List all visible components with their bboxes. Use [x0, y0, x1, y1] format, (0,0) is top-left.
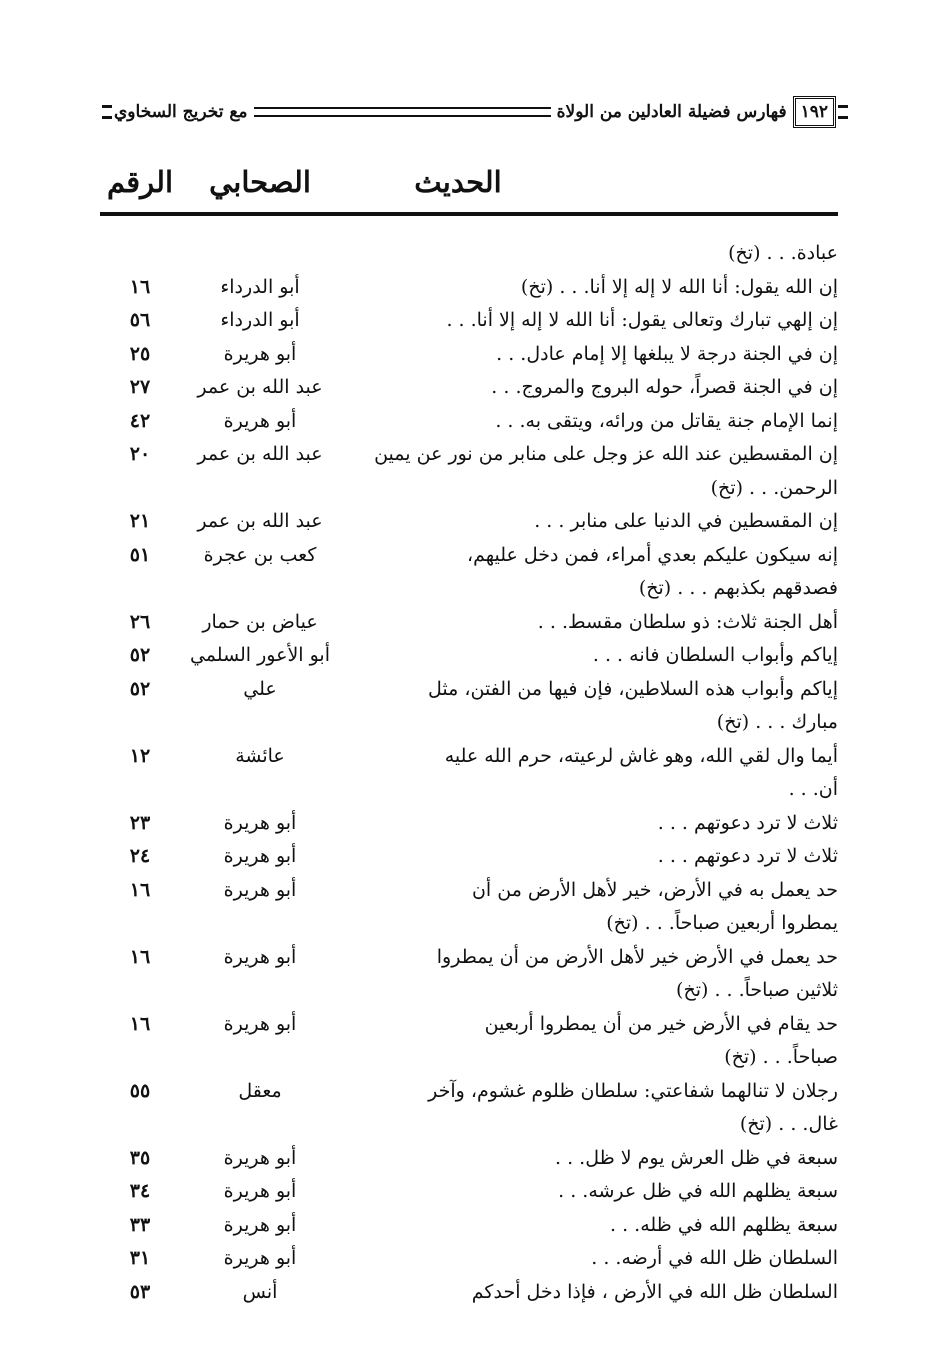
companion-name: أبو هريرة	[223, 878, 297, 901]
companion-name: عائشة	[235, 744, 285, 767]
hadith-number: ١٦	[129, 878, 151, 901]
hadith-text	[368, 1142, 838, 1176]
companion-name: أبو هريرة	[223, 1247, 297, 1269]
hadith-number: ٢١	[129, 510, 151, 532]
hadith-text	[368, 304, 838, 338]
column-header-number: الرقم	[106, 165, 174, 199]
header-ornament	[102, 105, 112, 119]
index-table	[100, 237, 838, 1309]
index-row	[100, 1276, 838, 1310]
running-header	[100, 92, 850, 132]
companion-name: أبو هريرة	[223, 811, 297, 834]
hadith-line: عبادة. . . (تخ)	[728, 242, 838, 264]
hadith-line: حد يقام في الأرض خير من أن يمطروا أربعين	[484, 1012, 838, 1035]
companion-name: أبو هريرة	[223, 409, 297, 432]
hadith-number: ٥٢	[129, 644, 151, 666]
hadith-text	[368, 740, 838, 807]
index-row	[100, 1075, 838, 1142]
companion-name: عياض بن حمار	[202, 610, 318, 633]
column-header-hadith: الحديث	[414, 165, 502, 199]
index-row	[100, 1242, 838, 1276]
index-row	[100, 673, 838, 740]
index-row	[100, 539, 838, 606]
companion-name: أبو هريرة	[223, 1146, 297, 1169]
hadith-line: أهل الجنة ثلاث: ذو سلطان مقسط. . .	[537, 610, 838, 633]
hadith-line: إن في الجنة درجة لا يبلغها إلا إمام عادل. . .	[496, 342, 838, 365]
hadith-number: ١٦	[129, 1012, 151, 1035]
hadith-text	[368, 840, 838, 874]
hadith-number: ٣٥	[129, 1146, 151, 1169]
hadith-line: إن الله يقول: أنا الله لا إله إلا أنا. . . (تخ)	[520, 275, 838, 298]
hadith-line: مبارك . . . (تخ)	[716, 711, 838, 733]
hadith-number: ١٢	[129, 744, 151, 767]
index-row	[100, 1142, 838, 1176]
hadith-line: إن إلهي تبارك وتعالى يقول: أنا الله لا إله إلا أنا. . .	[446, 309, 838, 331]
hadith-line: الرحمن. . . (تخ)	[710, 476, 838, 499]
hadith-number: ٣١	[129, 1247, 151, 1269]
companion-name: أبو هريرة	[223, 342, 297, 365]
hadith-text	[368, 237, 838, 271]
companion-name: أبو هريرة	[223, 1213, 297, 1236]
index-row	[100, 304, 838, 338]
hadith-line: إن المقسطين في الدنيا على منابر . . .	[534, 510, 838, 532]
hadith-line: سبعة يظلهم الله في ظل عرشه. . .	[558, 1180, 838, 1202]
hadith-line: أن. . .	[788, 778, 838, 800]
companion-name: كعب بن عجرة	[203, 543, 317, 566]
hadith-text	[368, 438, 838, 505]
index-row	[100, 405, 838, 439]
hadith-text	[368, 539, 838, 606]
companion-name: أبو الأعور السلمي	[189, 644, 330, 666]
hadith-line: إن المقسطين عند الله عز وجل على منابر من نور عن يمين	[374, 443, 838, 465]
hadith-line: حد يعمل به في الأرض، خير لأهل الأرض من أن	[471, 878, 838, 901]
index-row	[100, 740, 838, 807]
hadith-text	[368, 338, 838, 372]
hadith-text	[368, 1209, 838, 1243]
hadith-text	[368, 1242, 838, 1276]
hadith-line: يمطروا أربعين صباحاً. . . (تخ)	[606, 912, 838, 934]
index-row	[100, 874, 838, 941]
hadith-text	[368, 1276, 838, 1310]
companion-name: أبو هريرة	[223, 1180, 297, 1202]
hadith-line: ثلاثين صباحاً. . . (تخ)	[676, 979, 838, 1001]
hadith-number: ٢٣	[129, 811, 151, 834]
hadith-line: غال. . . (تخ)	[739, 1113, 838, 1135]
companion-name: عبد الله بن عمر	[197, 510, 323, 532]
column-headers	[100, 165, 838, 211]
header-subtitle: مع تخريج السخاوي	[114, 102, 248, 122]
hadith-number: ١٦	[129, 275, 151, 298]
index-row	[100, 271, 838, 305]
hadith-line: إياكم وأبواب هذه السلاطين، فإن فيها من الفتن، مثل	[428, 677, 838, 700]
hadith-line: إن في الجنة قصراً، حوله البروج والمروج. . .	[491, 376, 838, 398]
index-row	[100, 438, 838, 505]
hadith-text	[368, 1175, 838, 1209]
index-row	[100, 1209, 838, 1243]
hadith-number: ٥٦	[129, 309, 151, 331]
companion-name: أبو الدرداء	[220, 309, 300, 331]
index-row	[100, 606, 838, 640]
hadith-line: سبعة في ظل العرش يوم لا ظل. . .	[555, 1146, 838, 1169]
hadith-text	[368, 874, 838, 941]
companion-name: أبو هريرة	[223, 845, 297, 867]
index-row	[100, 639, 838, 673]
hadith-text	[368, 505, 838, 539]
hadith-line: سبعة يظلهم الله في ظله. . .	[610, 1213, 838, 1236]
hadith-number: ٤٢	[129, 409, 151, 432]
companion-name: أنس	[242, 1280, 278, 1303]
hadith-text	[368, 673, 838, 740]
companion-name: أبو الدرداء	[220, 275, 300, 298]
hadith-text	[368, 1008, 838, 1075]
hadith-line: السلطان ظل الله في الأرض ، فإذا دخل أحدكم	[471, 1280, 838, 1303]
header-ornament	[838, 105, 848, 119]
hadith-line: إنه سيكون عليكم بعدي أمراء، فمن دخل عليهم،	[466, 543, 838, 566]
index-row	[100, 505, 838, 539]
hadith-number: ٥٢	[129, 677, 151, 700]
index-row	[100, 1008, 838, 1075]
companion-name: علي	[243, 677, 277, 700]
hadith-text	[368, 271, 838, 305]
index-row	[100, 941, 838, 1008]
index-row	[100, 338, 838, 372]
page-number: ١٩٢	[793, 96, 836, 128]
index-row	[100, 840, 838, 874]
index-row	[100, 237, 838, 271]
hadith-line: حد يعمل في الأرض خير لأهل الأرض من أن يمطروا	[436, 945, 838, 968]
hadith-line: إياكم وأبواب السلطان فانه . . .	[592, 644, 838, 666]
hadith-number: ٢٥	[129, 342, 151, 365]
hadith-text	[368, 807, 838, 841]
hadith-line: فصدقهم بكذبهم . . . (تخ)	[638, 577, 838, 599]
companion-name: أبو هريرة	[223, 945, 297, 968]
column-header-companion: الصحابي	[209, 165, 311, 199]
companion-name: معقل	[238, 1079, 282, 1102]
hadith-number: ٥٣	[129, 1280, 151, 1303]
hadith-text	[368, 371, 838, 405]
header-divider	[100, 212, 838, 216]
companion-name: عبد الله بن عمر	[197, 443, 323, 465]
hadith-number: ٥٥	[129, 1079, 151, 1102]
hadith-number: ٥١	[129, 543, 151, 566]
hadith-number: ٢٦	[129, 610, 151, 633]
hadith-number: ٢٤	[129, 845, 151, 867]
hadith-line: السلطان ظل الله في أرضه. . .	[591, 1247, 838, 1269]
header-rule	[254, 107, 551, 117]
hadith-line: ثلاث لا ترد دعوتهم . . .	[657, 811, 838, 834]
hadith-text	[368, 639, 838, 673]
hadith-line: صباحاً. . . (تخ)	[724, 1046, 838, 1068]
hadith-text	[368, 1075, 838, 1142]
companion-name: عبد الله بن عمر	[197, 376, 323, 398]
index-row	[100, 1175, 838, 1209]
hadith-number: ٣٤	[129, 1180, 151, 1202]
header-title: فهارس فضيلة العادلين من الولاة	[556, 102, 787, 122]
hadith-line: رجلان لا تنالهما شفاعتي: سلطان ظلوم غشوم، وآخر	[428, 1079, 838, 1102]
hadith-line: أيما وال لقي الله، وهو غاش لرعيته، حرم الله عليه	[444, 744, 838, 767]
hadith-text	[368, 941, 838, 1008]
hadith-line: ثلاث لا ترد دعوتهم . . .	[657, 845, 838, 867]
hadith-text	[368, 405, 838, 439]
companion-name: أبو هريرة	[223, 1012, 297, 1035]
index-row	[100, 371, 838, 405]
hadith-line: إنما الإمام جنة يقاتل من ورائه، ويتقى به. . .	[495, 409, 838, 432]
hadith-text	[368, 606, 838, 640]
index-row	[100, 807, 838, 841]
hadith-number: ١٦	[129, 945, 151, 968]
hadith-number: ٢٧	[129, 376, 151, 398]
hadith-number: ٢٠	[129, 443, 151, 465]
hadith-number: ٣٣	[129, 1213, 151, 1236]
